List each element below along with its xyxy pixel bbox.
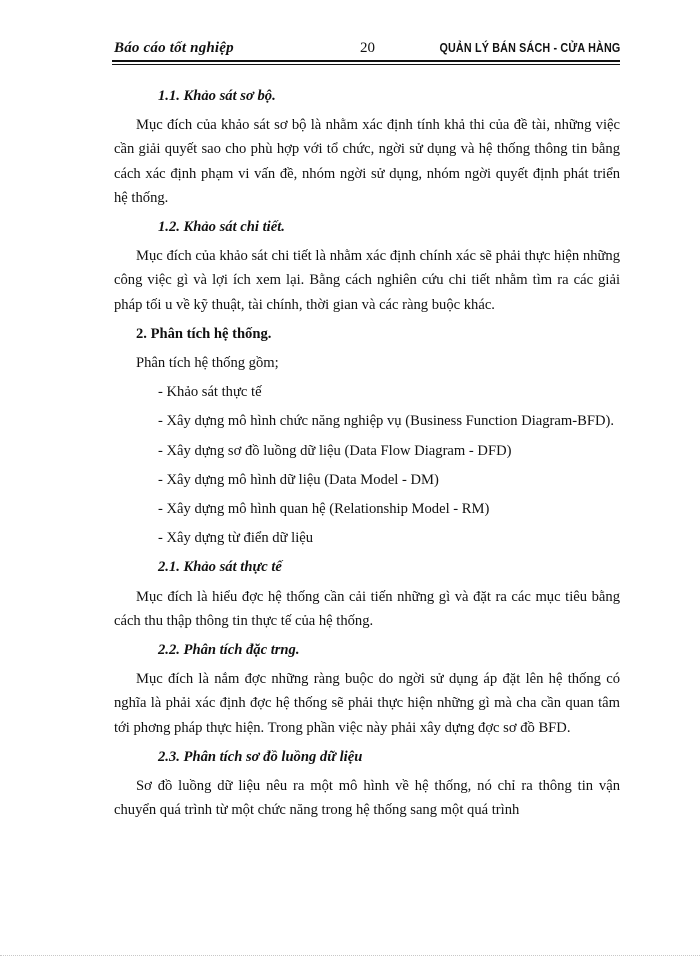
section-1-2-heading: 1.2. Khảo sát chi tiết. — [158, 219, 285, 236]
section-2-3-heading: 2.3. Phân tích sơ đồ luồng dữ liệu — [158, 748, 363, 765]
header-rule-thin — [112, 64, 620, 65]
list-item: - Xây dựng mô hình quan hệ (Relationship Model - RM) — [158, 501, 490, 518]
header-project-title: QUẢN LÝ BÁN SÁCH - CỬA HÀNG — [439, 41, 620, 55]
section-1-2-text: Mục đích của khảo sát chi tiết là nhằm xác định chính xác sẽ phải thực hiện những công việc gì và lợi ích xem lại. Bằng cách nghiên cứu chi tiết nhằm tìm ra các giải pháp tối u về kỹ thuật, tài chính, thời gian và các ràng buộc khác. — [114, 248, 620, 313]
section-2-intro: Phân tích hệ thống gồm; — [136, 355, 279, 372]
section-2-heading: 2. Phân tích hệ thống. — [136, 325, 272, 342]
section-2-2-text: Mục đích là nắm đợc những ràng buộc do ngời sử dụng áp đặt lên hệ thống có nghĩa là phải xác định đợc hệ thống sẽ phải thực hiện những gì mà cha cần quan tâm tới phơng pháp thực hiện. Trong phần việc này phải xây dựng đợc sơ đồ BFD. — [114, 671, 620, 736]
header-report-title: Báo cáo tốt nghiệp — [114, 40, 234, 56]
page-bottom-border — [0, 955, 700, 957]
header-rule-thick — [112, 60, 620, 62]
page-body — [114, 84, 620, 822]
section-2-3-text: Sơ đồ luồng dữ liệu nêu ra một mô hình về hệ thống, nó chỉ ra thông tin vận chuyển quá trình từ một chức năng trong hệ thống sang một quá trình — [114, 778, 620, 819]
header-page-number: 20 — [360, 40, 375, 56]
section-1-1-text: Mục đích của khảo sát sơ bộ là nhằm xác định tính khả thi của đề tài, những việc cần giải quyết sao cho phù hợp với tổ chức, ngời sử dụng và hệ thống thông tin bằng cách xác định phạm vi vấn đề, nhóm ngời sử dụng, nhóm ngời quyết định phát triển hệ thống. — [114, 117, 620, 206]
list-item: - Xây dựng từ điển dữ liệu — [158, 530, 314, 547]
section-2-1-text: Mục đích là hiểu đợc hệ thống cần cải tiến những gì và đặt ra các mục tiêu bằng cách thu thập thông tin thực tế của hệ thống. — [114, 588, 620, 629]
section-2-2-heading: 2.2. Phân tích đặc trng. — [158, 642, 300, 659]
list-item: - Xây dựng sơ đồ luồng dữ liệu (Data Flow Diagram - DFD) — [158, 442, 512, 459]
list-item: - Xây dựng mô hình dữ liệu (Data Model - DM) — [158, 471, 439, 488]
section-1-1-heading: 1.1. Khảo sát sơ bộ. — [158, 88, 276, 104]
list-item: - Khảo sát thực tế — [158, 384, 262, 401]
list-item: - Xây dựng mô hình chức năng nghiệp vụ (Business Function Diagram-BFD). — [158, 413, 615, 430]
page-header — [114, 38, 620, 60]
section-2-1-heading: 2.1. Khảo sát thực tế — [158, 559, 282, 576]
